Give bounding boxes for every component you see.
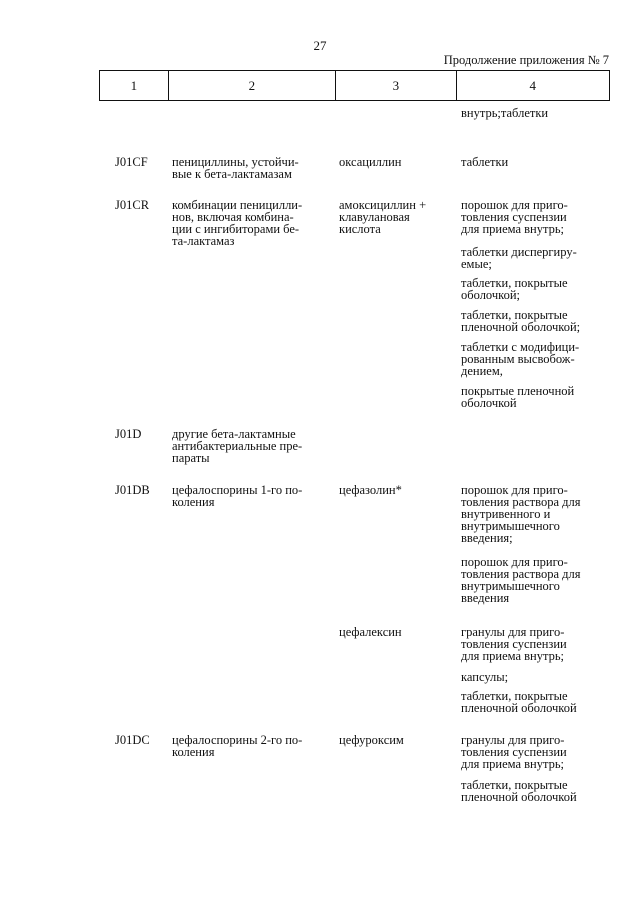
row-2-form-4: таблетки с модифици- рованным высвобож- дением, <box>461 340 580 378</box>
row-2-group: комбинации пеницилли- нов, включая комбина- ции с ингибиторами бе- та-лактамаз <box>172 198 303 248</box>
row-3-code: J01D <box>115 427 142 441</box>
row-1-drug: оксациллин <box>339 155 402 169</box>
continuation-label: Продолжение приложения № 7 <box>443 53 609 67</box>
row-2-code: J01CR <box>115 198 150 212</box>
header-col-1: 1 <box>100 71 169 100</box>
row-4-group: цефалоспорины 1-го по- коления <box>172 483 303 509</box>
header-col-4: 4 <box>529 77 537 93</box>
row-6-code: J01DC <box>115 733 150 747</box>
row-2-form-3: таблетки, покрытые пленочной оболочкой; <box>461 308 581 334</box>
row-5-form-0: гранулы для приго- товления суспензии для приема внутрь; <box>461 625 567 663</box>
row-0-form-0: внутрь;таблетки <box>461 106 549 120</box>
row-3-group: другие бета-лактамные антибактериальные пре- параты <box>172 427 303 465</box>
table-header <box>99 70 610 101</box>
row-5-drug: цефалексин <box>339 625 402 639</box>
row-4-drug: цефазолин* <box>339 483 402 497</box>
row-4-form-0: порошок для приго- товления раствора для внутривенного и внутримышечного введения; <box>461 483 581 545</box>
row-4-code: J01DB <box>115 483 150 497</box>
row-6-group: цефалоспорины 2-го по- коления <box>172 733 303 759</box>
row-1-form-0: таблетки <box>461 155 509 169</box>
row-6-form-0: гранулы для приго- товления суспензии для приема внутрь; <box>461 733 567 771</box>
header-col-2: 2 <box>169 71 336 100</box>
row-5-form-2: таблетки, покрытые пленочной оболочкой <box>461 689 577 715</box>
page-number: 27 <box>313 38 327 53</box>
row-6-drug: цефуроксим <box>339 733 404 747</box>
row-2-form-5: покрытые пленочной оболочкой <box>461 384 575 410</box>
row-4-form-1: порошок для приго- товления раствора для внутримышечного введения <box>461 555 581 605</box>
row-2-form-1: таблетки диспергиру- емые; <box>461 245 577 271</box>
row-6-form-1: таблетки, покрытые пленочной оболочкой <box>461 778 577 804</box>
row-2-drug: амоксициллин + клавулановая кислота <box>339 198 427 236</box>
row-2-form-0: порошок для приго- товления суспензии для приема внутрь; <box>461 198 568 236</box>
row-1-group: пенициллины, устойчи- вые к бета-лактамазам <box>172 155 299 181</box>
row-1-code: J01CF <box>115 155 148 169</box>
row-5-form-1: капсулы; <box>461 670 509 684</box>
row-2-form-2: таблетки, покрытые оболочкой; <box>461 276 568 302</box>
header-col-3: 3 <box>336 71 457 100</box>
